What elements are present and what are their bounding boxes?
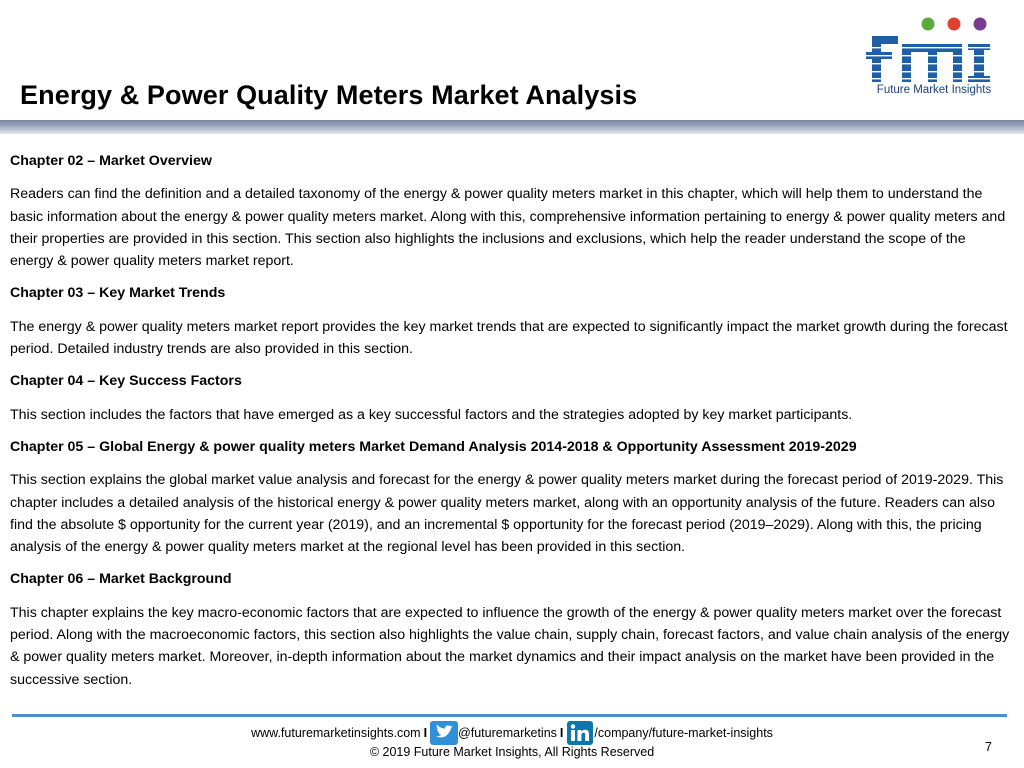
- section-body: This chapter explains the key macro-economic factors that are expected to influence the growth of the energy & power quality meters market over the forecast period. Along with the macroeconomic factors, this section also highlights the value chain, supply chain, forecast factors, and value chain analysis of the energy & power quality meters market. Moreover, in-depth information about the market dynamics and their impact analysis on the market have been provided in the successive section.: [10, 604, 1010, 688]
- section-heading: Chapter 05 – Global Energy & power quality meters Market Demand Analysis 2014-2018 & Opportunity Assessment 2019-2029: [10, 438, 857, 455]
- section-chapter-03: [10, 282, 1010, 360]
- section-heading: Chapter 04 – Key Success Factors: [10, 373, 242, 390]
- section-body: This section includes the factors that have emerged as a key successful factors and the strategies adopted by key market participants.: [10, 406, 853, 423]
- footer-divider: [12, 714, 1007, 717]
- linkedin-path[interactable]: /company/future-market-insights: [594, 726, 773, 740]
- section-heading: Chapter 06 – Market Background: [10, 571, 232, 588]
- twitter-icon[interactable]: [430, 721, 458, 745]
- section-chapter-05: [10, 436, 1010, 558]
- section-body: The energy & power quality meters market report provides the key market trends that are expected to significantly impact the market growth during the forecast period. Detailed industry trends are also provided in this section.: [10, 318, 1008, 358]
- copyright-notice: © 2019 Future Market Insights, All Rights Reserved: [369, 745, 655, 759]
- header-divider: [0, 120, 1024, 134]
- section-chapter-04: [10, 370, 1010, 426]
- page-number: 7: [985, 740, 992, 754]
- website-link[interactable]: www.futuremarketinsights.com: [251, 726, 421, 740]
- report-content: [10, 150, 1010, 701]
- logo-tagline: Future Market Insights: [876, 84, 992, 96]
- section-body: This section explains the global market value analysis and forecast for the energy & power quality meters market during the forecast period of 2019-2029. This chapter includes a detailed analysis of the historical energy & power quality meters market, along with an opportunity analysis of the future. Readers can also find the absolute $ opportunity for the current year (2019), and an incremental $ opportunity for the forecast period (2019–2029). Along with this, the pricing analysis of the energy & power quality meters market at the regional level has been provided in this section.: [10, 472, 1004, 556]
- twitter-handle[interactable]: @futuremarketins: [458, 726, 557, 740]
- section-chapter-06: [10, 568, 1010, 690]
- footer-separator: I: [423, 726, 428, 740]
- section-heading: Chapter 03 – Key Market Trends: [10, 285, 226, 302]
- section-body: Readers can find the definition and a detailed taxonomy of the energy & power quality meters market in this chapter, which will help them to understand the basic information about the energy & power quality meters market. Along with this, comprehensive information pertaining to energy & power quality meters and their properties are provided in this section. This section also highlights the inclusions and exclusions, which help the reader understand the scope of the energy & power quality meters market report.: [10, 186, 1006, 270]
- linkedin-icon[interactable]: [566, 721, 594, 745]
- footer-links: [0, 720, 1024, 746]
- section-heading: Chapter 02 – Market Overview: [10, 153, 212, 169]
- footer-separator: I: [559, 726, 564, 740]
- page-title: Energy & Power Quality Meters Market Analysis: [20, 80, 638, 110]
- section-chapter-02: [10, 150, 1010, 272]
